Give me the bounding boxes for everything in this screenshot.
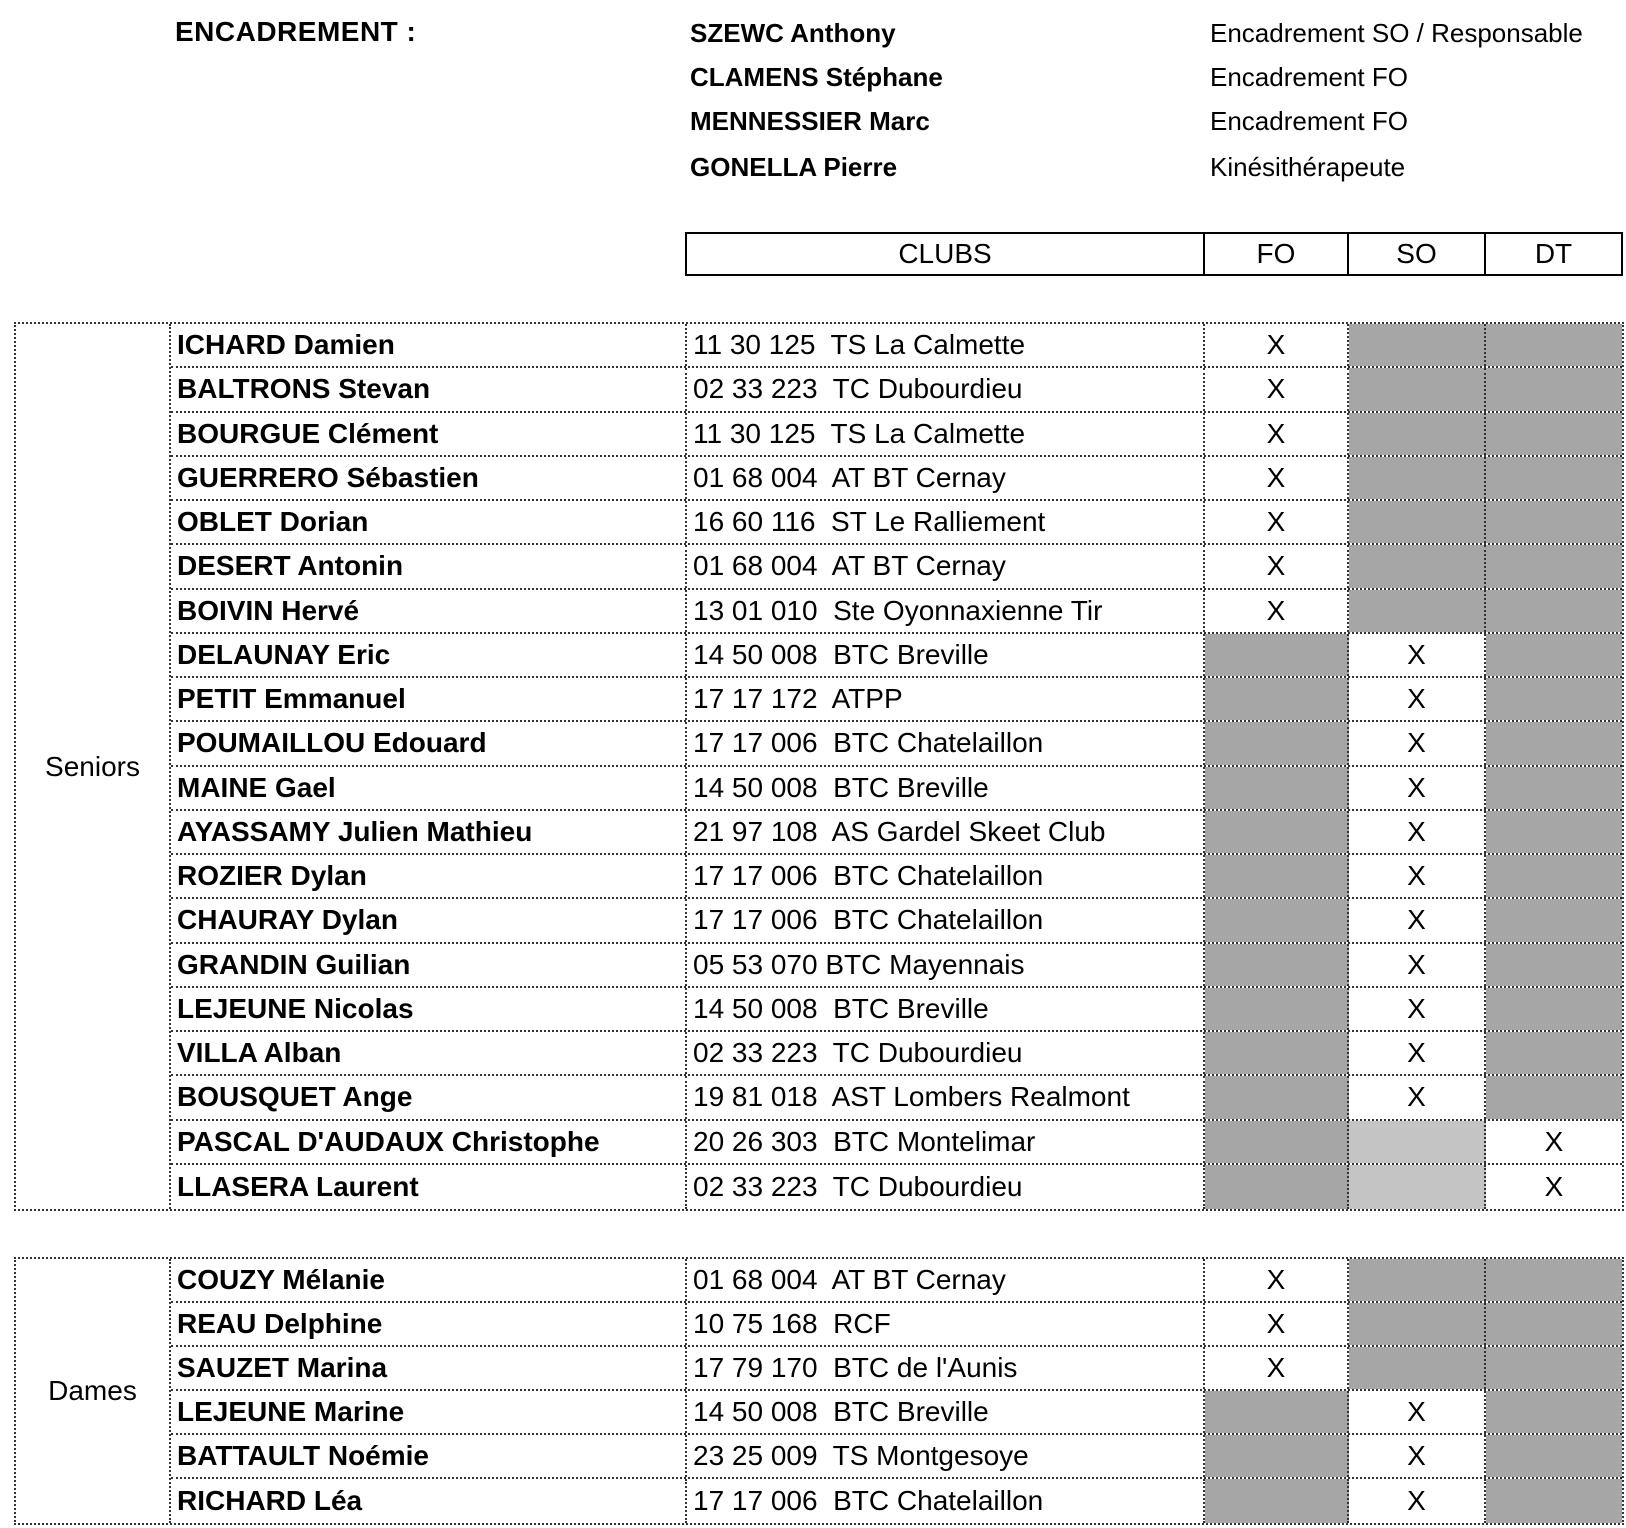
club-cell: 19 81 018 AST Lombers Realmont [687, 1076, 1205, 1118]
so-cell: X [1349, 988, 1486, 1030]
table-row [171, 722, 1622, 766]
athlete-name: LEJEUNE Marine [171, 1391, 687, 1433]
dt-cell [1486, 324, 1622, 366]
staff-row [0, 152, 1626, 196]
fo-cell [1205, 1479, 1349, 1523]
fo-cell [1205, 811, 1349, 853]
fo-cell [1205, 1076, 1349, 1118]
fo-cell: X [1205, 413, 1349, 455]
table-row [171, 1259, 1622, 1303]
athlete-name: LEJEUNE Nicolas [171, 988, 687, 1030]
club-cell: 17 17 006 BTC Chatelaillon [687, 722, 1205, 764]
so-cell: X [1349, 855, 1486, 897]
table-row [171, 590, 1622, 634]
club-cell: 11 30 125 TS La Calmette [687, 324, 1205, 366]
athlete-name: BOURGUE Clément [171, 413, 687, 455]
so-cell [1349, 590, 1486, 632]
fo-cell [1205, 1032, 1349, 1074]
so-cell: X [1349, 634, 1486, 676]
group-label: Dames [16, 1259, 171, 1523]
club-cell: 17 17 172 ATPP [687, 678, 1205, 720]
so-cell: X [1349, 899, 1486, 941]
club-cell: 10 75 168 RCF [687, 1303, 1205, 1345]
fo-cell [1205, 988, 1349, 1030]
so-cell [1349, 457, 1486, 499]
so-cell [1349, 1259, 1486, 1301]
club-cell: 02 33 223 TC Dubourdieu [687, 368, 1205, 410]
so-cell: X [1349, 678, 1486, 720]
column-header-dt: DT [1534, 238, 1573, 269]
athlete-name: BALTRONS Stevan [171, 368, 687, 410]
athlete-name: GRANDIN Guilian [171, 944, 687, 986]
fo-cell: X [1205, 1347, 1349, 1389]
fo-cell [1205, 634, 1349, 676]
so-cell [1349, 1121, 1486, 1163]
table-row [171, 1479, 1622, 1523]
dt-cell [1486, 1479, 1622, 1523]
fo-cell [1205, 1435, 1349, 1477]
table-row [171, 1165, 1622, 1209]
fo-cell: X [1205, 1303, 1349, 1345]
fo-cell [1205, 1391, 1349, 1433]
table-row [171, 501, 1622, 545]
so-cell [1349, 368, 1486, 410]
staff-name: GONELLA Pierre [690, 152, 898, 182]
dt-cell [1486, 413, 1622, 455]
column-header-so: SO [1349, 234, 1486, 274]
club-cell: 20 26 303 BTC Montelimar [687, 1121, 1205, 1163]
column-header-fo: FO [1205, 234, 1349, 274]
fo-cell: X [1205, 457, 1349, 499]
table-row [171, 855, 1622, 899]
athlete-name: LLASERA Laurent [171, 1165, 687, 1209]
athlete-name: DELAUNAY Eric [171, 634, 687, 676]
club-cell: 02 33 223 TC Dubourdieu [687, 1032, 1205, 1074]
group-dames [14, 1257, 1624, 1525]
dt-cell [1486, 811, 1622, 853]
athlete-name: BATTAULT Noémie [171, 1435, 687, 1477]
athlete-name: VILLA Alban [171, 1032, 687, 1074]
fo-cell [1205, 944, 1349, 986]
fo-cell: X [1205, 590, 1349, 632]
table-row [171, 1032, 1622, 1076]
athlete-name: RICHARD Léa [171, 1479, 687, 1523]
fo-cell [1205, 722, 1349, 764]
club-cell: 05 53 070 BTC Mayennais [687, 944, 1205, 986]
group-label: Seniors [16, 324, 171, 1209]
fo-cell [1205, 1121, 1349, 1163]
fo-cell [1205, 855, 1349, 897]
staff-row [0, 18, 1626, 62]
club-cell: 14 50 008 BTC Breville [687, 988, 1205, 1030]
athlete-name: ROZIER Dylan [171, 855, 687, 897]
dt-cell [1486, 855, 1622, 897]
table-row [171, 988, 1622, 1032]
table-row [171, 1121, 1622, 1165]
dt-cell [1486, 1303, 1622, 1345]
so-cell: X [1349, 944, 1486, 986]
club-cell: 11 30 125 TS La Calmette [687, 413, 1205, 455]
athlete-name: PASCAL D'AUDAUX Christophe [171, 1121, 687, 1163]
athlete-name: GUERRERO Sébastien [171, 457, 687, 499]
dt-cell [1486, 944, 1622, 986]
fo-cell: X [1205, 1259, 1349, 1301]
staff-row [0, 106, 1626, 150]
so-cell [1349, 413, 1486, 455]
club-cell: 21 97 108 AS Gardel Skeet Club [687, 811, 1205, 853]
club-cell: 17 17 006 BTC Chatelaillon [687, 855, 1205, 897]
group-rows [171, 1259, 1622, 1523]
club-cell: 17 17 006 BTC Chatelaillon [687, 1479, 1205, 1523]
athlete-name: ICHARD Damien [171, 324, 687, 366]
staff-role: Kinésithérapeute [1210, 152, 1406, 182]
club-cell: 01 68 004 AT BT Cernay [687, 457, 1205, 499]
so-cell [1349, 1165, 1486, 1209]
table-row [171, 944, 1622, 988]
athlete-name: COUZY Mélanie [171, 1259, 687, 1301]
table-row [171, 1076, 1622, 1120]
table-row [171, 634, 1622, 678]
dt-cell: X [1544, 1170, 1564, 1202]
athlete-name: POUMAILLOU Edouard [171, 722, 687, 764]
club-cell: 17 79 170 BTC de l'Aunis [687, 1347, 1205, 1389]
so-cell: X [1349, 1435, 1486, 1477]
athlete-name: REAU Delphine [171, 1303, 687, 1345]
athlete-name: CHAURAY Dylan [171, 899, 687, 941]
dt-cell [1486, 1391, 1622, 1433]
so-cell [1349, 501, 1486, 543]
so-cell: X [1349, 1479, 1486, 1523]
dt-cell [1486, 545, 1622, 587]
athlete-name: DESERT Antonin [171, 545, 687, 587]
staff-name: MENNESSIER Marc [690, 106, 930, 136]
staff-name: CLAMENS Stéphane [690, 62, 943, 92]
dt-cell [1486, 1435, 1622, 1477]
club-cell: 14 50 008 BTC Breville [687, 634, 1205, 676]
athlete-name: BOUSQUET Ange [171, 1076, 687, 1118]
club-cell: 14 50 008 BTC Breville [687, 767, 1205, 809]
club-cell: 16 60 116 ST Le Ralliement [687, 501, 1205, 543]
fo-cell [1205, 767, 1349, 809]
table-row [171, 545, 1622, 589]
dt-cell [1486, 634, 1622, 676]
dt-cell [1486, 501, 1622, 543]
staff-row [0, 62, 1626, 106]
so-cell: X [1349, 1032, 1486, 1074]
athlete-name: SAUZET Marina [171, 1347, 687, 1389]
table-row [171, 678, 1622, 722]
fo-cell: X [1205, 501, 1349, 543]
table-row [171, 457, 1622, 501]
table-row [171, 811, 1622, 855]
club-cell: 23 25 009 TS Montgesoye [687, 1435, 1205, 1477]
dt-cell [1486, 590, 1622, 632]
dt-cell [1486, 1259, 1622, 1301]
fo-cell: X [1205, 324, 1349, 366]
club-cell: 14 50 008 BTC Breville [687, 1391, 1205, 1433]
dt-cell [1486, 368, 1622, 410]
so-cell: X [1349, 722, 1486, 764]
so-cell: X [1349, 767, 1486, 809]
athlete-name: MAINE Gael [171, 767, 687, 809]
athlete-name: AYASSAMY Julien Mathieu [171, 811, 687, 853]
fo-cell: X [1205, 545, 1349, 587]
table-row [171, 767, 1622, 811]
so-cell: X [1349, 811, 1486, 853]
encadrement-label: ENCADREMENT : [175, 16, 417, 47]
so-cell: X [1349, 1391, 1486, 1433]
dt-cell [1486, 988, 1622, 1030]
fo-cell [1205, 678, 1349, 720]
dt-cell [1486, 1032, 1622, 1074]
fo-cell [1205, 1165, 1349, 1209]
athlete-name: PETIT Emmanuel [171, 678, 687, 720]
table-row [171, 413, 1622, 457]
dt-cell [1486, 722, 1622, 764]
staff-role: Encadrement FO [1210, 106, 1408, 136]
dt-cell: X [1544, 1125, 1564, 1157]
fo-cell [1205, 899, 1349, 941]
athlete-name: OBLET Dorian [171, 501, 687, 543]
table-row [171, 899, 1622, 943]
so-cell: X [1349, 1076, 1486, 1118]
so-cell [1349, 324, 1486, 366]
club-cell: 17 17 006 BTC Chatelaillon [687, 899, 1205, 941]
staff-name: SZEWC Anthony [690, 18, 896, 48]
athlete-name: BOIVIN Hervé [171, 590, 687, 632]
group-rows [171, 324, 1622, 1209]
club-cell: 13 01 010 Ste Oyonnaxienne Tir [687, 590, 1205, 632]
table-row [171, 1435, 1622, 1479]
dt-cell [1486, 1347, 1622, 1389]
club-cell: 01 68 004 AT BT Cernay [687, 1259, 1205, 1301]
staff-role: Encadrement SO / Responsable [1210, 18, 1583, 48]
dt-cell [1486, 767, 1622, 809]
table-row [171, 368, 1622, 412]
so-cell [1349, 1347, 1486, 1389]
dt-cell [1486, 1076, 1622, 1118]
dt-cell [1486, 678, 1622, 720]
column-header-clubs: CLUBS [687, 234, 1205, 274]
dt-cell [1486, 899, 1622, 941]
table-row [171, 324, 1622, 368]
fo-cell: X [1205, 368, 1349, 410]
so-cell [1349, 545, 1486, 587]
club-cell: 01 68 004 AT BT Cernay [687, 545, 1205, 587]
table-row [171, 1347, 1622, 1391]
so-cell [1349, 1303, 1486, 1345]
dt-cell [1486, 457, 1622, 499]
table-row [171, 1303, 1622, 1347]
table-row [171, 1391, 1622, 1435]
group-seniors [14, 322, 1624, 1211]
club-cell: 02 33 223 TC Dubourdieu [687, 1165, 1205, 1209]
staff-role: Encadrement FO [1210, 62, 1408, 92]
column-header [685, 232, 1623, 276]
